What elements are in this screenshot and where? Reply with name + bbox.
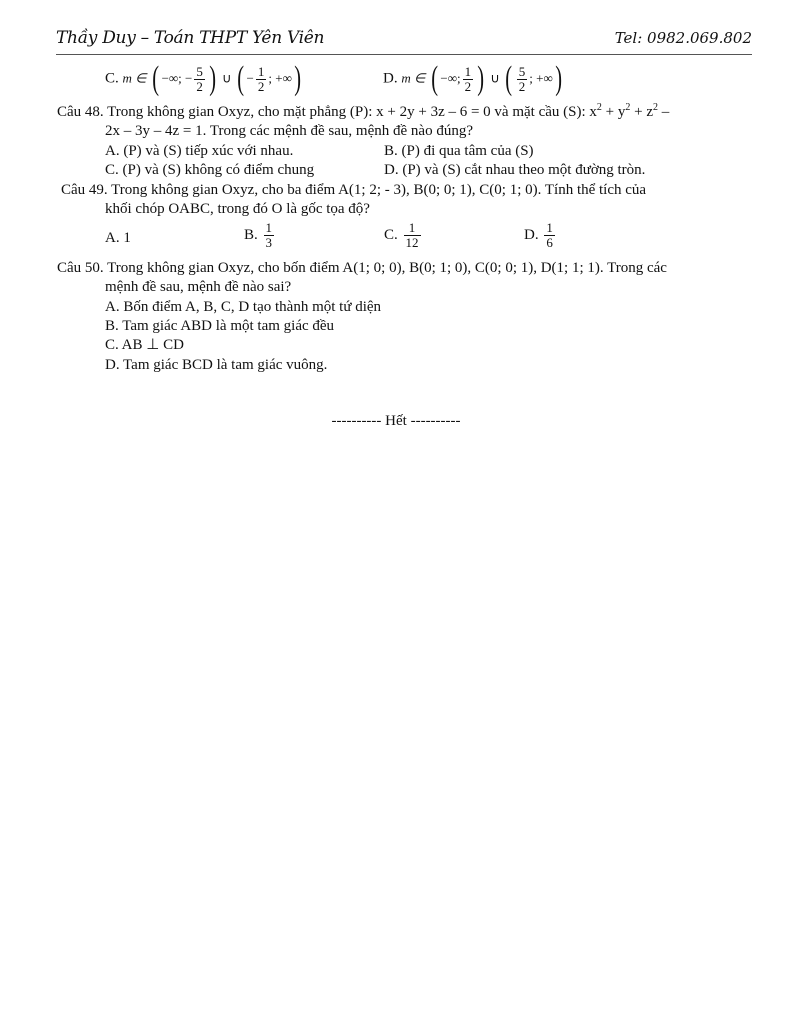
frac-den: 2	[464, 78, 472, 94]
q50-option-c: C. AB ⊥ CD	[105, 337, 184, 353]
q48-option-b: B. (P) đi qua tâm của (S)	[384, 143, 534, 159]
fraction	[264, 221, 275, 250]
end-marker: ---------- Hết ----------	[331, 413, 461, 429]
interval-right: ; +∞	[529, 70, 553, 86]
paren-open: (	[152, 60, 160, 97]
frac-num: 1	[404, 221, 421, 236]
q49-stem-line2: khối chóp OABC, trong đó O là gốc tọa độ?	[105, 201, 370, 217]
q49-option-d	[524, 221, 557, 250]
option-label: B.	[244, 226, 258, 243]
frac-num: 1	[546, 220, 553, 235]
superscript: 2	[653, 102, 658, 113]
interval-right: ; +∞	[268, 70, 292, 86]
interval-left: −	[246, 70, 254, 86]
fraction	[517, 65, 528, 94]
option-label: D.	[383, 70, 398, 87]
superscript: 2	[596, 102, 602, 113]
set-prefix: m ∈	[401, 70, 426, 86]
q50-option-d: D. Tam giác BCD là tam giác vuông.	[105, 357, 328, 373]
paren-open: (	[505, 60, 513, 97]
union-symbol: ∪	[221, 70, 232, 86]
q48-text: Câu 48. Trong không gian Oxyz, cho mặt phẳng (P): x + 2y + 3z – 6 = 0 và mặt cầu (S): x	[57, 104, 597, 120]
superscript: 2	[625, 102, 631, 113]
frac-num: 5	[196, 63, 203, 79]
q47-option-c	[105, 60, 303, 97]
fraction	[463, 65, 474, 94]
frac-den: 2	[518, 78, 526, 94]
interval-left: −∞;	[440, 70, 461, 86]
frac-num: 1	[257, 63, 265, 79]
frac-den: 2	[196, 78, 203, 94]
page-header	[56, 24, 752, 55]
q50-stem-line2: mệnh đề sau, mệnh đề nào sai?	[105, 279, 292, 295]
q48-stem-line1	[57, 103, 669, 121]
q50-option-a: A. Bốn điểm A, B, C, D tạo thành một tứ diện	[105, 299, 382, 315]
q49-option-b	[244, 221, 276, 250]
set-prefix: m ∈	[122, 70, 147, 86]
frac-num: 1	[464, 63, 472, 79]
option-label: C.	[384, 226, 398, 243]
q49-option-a: A. 1	[105, 230, 131, 246]
union-symbol: ∪	[490, 70, 500, 86]
fraction	[544, 221, 555, 250]
frac-den: 2	[257, 78, 265, 94]
option-label: D.	[524, 226, 539, 243]
q48-text: + y	[601, 104, 626, 120]
fraction	[256, 65, 267, 94]
header-phone: Tel: 0982.069.802	[614, 29, 752, 47]
paren-open: (	[431, 60, 439, 97]
q49-option-c	[384, 221, 423, 250]
q47-option-d	[383, 60, 564, 97]
fraction	[194, 65, 205, 94]
q48-option-a: A. (P) và (S) tiếp xúc với nhau.	[105, 143, 294, 159]
q48-stem-line2: 2x – 3y – 4z = 1. Trong các mệnh đề sau, mệnh đề nào đúng?	[105, 123, 473, 139]
q48-text: + z	[630, 104, 653, 120]
q48-option-d: D. (P) và (S) cắt nhau theo một đường tròn.	[384, 162, 646, 178]
option-label: C.	[105, 70, 119, 87]
q48-text: –	[658, 104, 670, 120]
q49-stem-line1: Câu 49. Trong không gian Oxyz, cho ba điểm A(1; 2; - 3), B(0; 0; 1), C(0; 1; 0). Tính thể tích của	[61, 182, 647, 198]
interval-left: −∞; −	[161, 70, 193, 86]
frac-num: 1	[265, 220, 273, 235]
q48-option-c: C. (P) và (S) không có điểm chung	[105, 162, 315, 178]
paren-close: )	[555, 60, 562, 97]
frac-den: 6	[546, 235, 553, 250]
frac-den: 3	[265, 235, 273, 250]
q50-option-b: B. Tam giác ABD là một tam giác đều	[105, 318, 335, 334]
frac-den: 12	[405, 235, 419, 250]
paren-close: )	[477, 60, 485, 97]
header-author: Thầy Duy – Toán THPT Yên Viên	[56, 28, 325, 48]
fraction	[404, 221, 421, 250]
paren-close: )	[294, 60, 301, 97]
paren-close: )	[209, 60, 216, 97]
q50-stem-line1: Câu 50. Trong không gian Oxyz, cho bốn điểm A(1; 0; 0), B(0; 1; 0), C(0; 0; 1), D(1; 1; 1). Trong các	[57, 260, 667, 276]
paren-open: (	[237, 60, 245, 97]
frac-num: 5	[518, 63, 526, 79]
